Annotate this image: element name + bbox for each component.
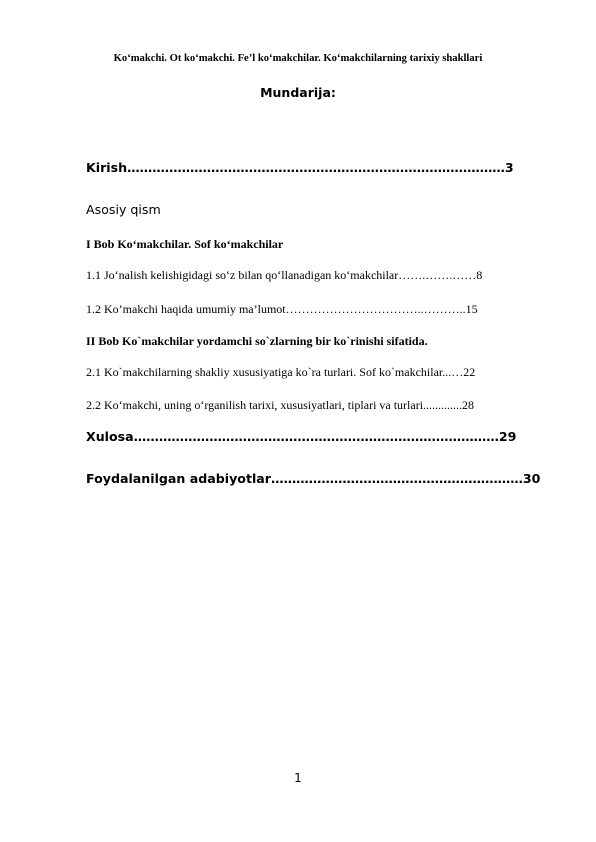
toc-item-chapter-1: I Bob Ko‘makchilar. Sof ko‘makchilar (86, 237, 284, 251)
toc-item-section-1-1: 1.1 Jo‘nalish kelishigidagi so‘z bilan qo‘llanadigan ko‘makchilar…….…….……8 (86, 268, 483, 282)
page-number: 1 (294, 771, 302, 785)
toc-item-chapter-2: II Bob Ko`makchilar yordamchi so`zlarning bir ko`rinishi sifatida. (86, 334, 428, 348)
toc-item-references: Foydalanilgan adabiyotlar……………………………………………………30 (86, 471, 541, 486)
toc-item-section-2-1: 2.1 Ko`makchilarning shakliy xususiyatiga ko`ra turlari. Sof ko`makchilar...…22 (86, 365, 476, 379)
toc-item-introduction: Kirish………………………………………………………………………………3 (86, 160, 514, 175)
toc-item-section-1-2: 1.2 Ko’makchi haqida umumiy ma’lumot……………………………..………..15 (86, 302, 478, 316)
document-title: Ko‘makchi. Ot ko‘makchi. Fe’l ko‘makchilar. Ko‘makchilarning tarixiy shakllari (113, 53, 483, 64)
toc-item-main-part: Asosiy qism (86, 202, 161, 217)
toc-item-section-2-2: 2.2 Ko‘makchi, uning o‘rganilish tarixi, xususiyatlari, tiplari va turlari.............28 (86, 398, 475, 412)
toc-item-conclusion: Xulosa……………………………………………………………………………29 (86, 429, 517, 444)
toc-heading: Mundarija: (260, 85, 336, 100)
